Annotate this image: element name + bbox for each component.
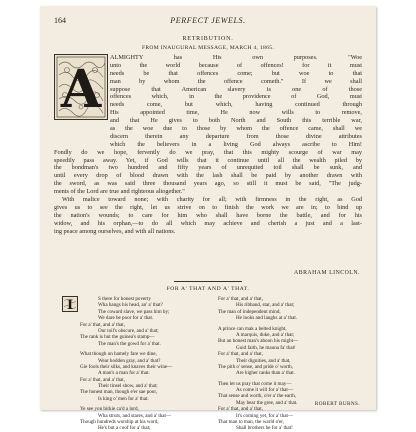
prose-line: and that He gives to both North and South this terrible war, [110,117,362,125]
poem-line: It's coming yet, for a' that— [236,412,294,419]
poem-line: Their tinsel show, and a' that; [98,383,158,390]
poem-line: Ye see yon birkie ca'd a lord, [80,406,139,413]
poem-line: For a' that, and a' that, [218,351,263,358]
prose-line: needs come, but which, having continued through [110,101,362,109]
prose-line: Fondly do we hope, fervently do we pray, that this mighty scourge of war may [54,148,362,156]
divider-rule [174,281,242,282]
poem-line: Is king o' men for a' that. [98,395,149,402]
poem-line: Our toil's obscure, and a' that; [98,327,159,334]
poem-author: ROBERT BURNS. [314,401,360,407]
poem-column-right [218,296,358,432]
prose-line: ing peace among ourselves, and with all nations. [54,227,176,235]
prose-line: needs be that offences come; but woe to that [110,69,362,77]
prose-line: unto the world because of offences! for it must [110,61,362,69]
poem-line: The man's the gowd for a' that. [98,340,161,347]
poem-line: That man to man, the warld o'er, [218,419,285,426]
poem-line: For a' that, and a' that, [80,376,125,383]
poem-line: Their dignities, and a' that, [236,357,291,364]
prose-line: ments of the Lord are true and righteous altogether." [54,188,185,196]
poem-line: A man's a man for a' that. [98,370,150,377]
poem-line: Though hundreds worship at his word, [80,419,159,426]
poem-line: The coward slave, we pass him by; [98,308,170,315]
section-author: ABRAHAM LINCOLN. [294,270,360,276]
poem-line: But an honest man's aboon his might— [218,338,299,345]
prose-line: which the believers in a living God always ascribe to Him! [110,140,362,148]
prose-line: gives us to see the right, let us strive on to finish the work we are in; to bind up [54,203,362,211]
poem-column-left [80,296,220,432]
poem-line: Wha hangs his head, an' a' that? [98,302,163,309]
ornamental-initial-letter [55,55,107,119]
prose-line: widow, and his orphan,—to do all which may achieve and cherish a just and a last- [54,219,362,227]
poem-line: A prince can mak a belted knight, [218,325,287,332]
prose-line: the nation's wounds; to care for him who shall have borne the battle, and for his [54,211,362,219]
poem-line: Guid faith, he mauna fa' that! [236,344,296,351]
poem-line: Wha struts, and stares, and a' that— [98,412,172,419]
page-number: 164 [54,16,66,25]
prose-line: until every drop of blood drawn with the lash shall be paid by another drawn with [54,172,362,180]
prose-line: as the woe due to those by whom the offence came, shall we [110,125,362,133]
prose-line: offences which, in the providence of God, must [110,93,362,101]
running-title: PERFECT JEWELS. [170,16,246,25]
prose-line: the bondman's two hundred and fifty years of unrequited toil shall be sunk, and [54,164,362,172]
poem-line: He looks and laughs at a' that. [236,315,298,322]
ornamental-initial [54,54,108,120]
prose-line: suppose that American slavery is one of those [110,85,362,93]
poem-line: S there for honest poverty [98,296,151,302]
prose-line: the sword, as was said three thousand years ago, so still it must be said, "The judg- [54,180,362,188]
prose-line: ALMIGHTY has His own purposes. "Woe [110,54,362,61]
poem-line: A marquis, duke, and a' that; [236,331,295,338]
prose-line: man by whom the offence cometh." If we shall [110,77,362,85]
poem-line: He's but a coof for a' that; [98,425,151,432]
poem-ornamental-initial [62,296,78,312]
poem-line: For a' that, and a' that, [218,406,263,413]
poem-line: Gie fools their silks, and knaves their wine— [80,363,173,370]
section-subtitle: FROM INAUGURAL MESSAGE, MARCH 4, 1865. [141,45,275,51]
poem-line: What though on hamely fare we dine, [80,351,157,358]
svg-text:A: A [60,59,102,120]
poem-line: Then let us pray that come it may— [218,380,292,387]
book-page [40,6,376,432]
prose-line: With malice toward none; with charity for all; with firmness in the right, as God [62,196,362,204]
svg-text:I: I [66,298,74,313]
poem-line: The man of independent mind, [218,308,281,315]
poem-line: His ribband, star, and a' that; [236,302,295,309]
poem-line: Wear hodden gray, and a' that? [98,357,161,364]
poem-line: Are higher ranks than a' that. [236,370,295,377]
poem-line: The honest man, though e'er sae poor, [80,389,158,396]
section-title: RETRIBUTION. [182,36,234,42]
poem-line: That sense and worth, o'er a' the earth, [218,393,297,400]
prose-line: speedily pass away. Yet, if God wills that it continue until all the wealth piled by [54,156,362,164]
poem-line: For a' that, and a' that, [218,296,263,302]
poem-line: The rank is but the guinea's stamp— [80,334,155,341]
poem-line: As come it will for a' that— [236,387,293,394]
poem-line: May bear the gree, and a' that. [236,399,298,406]
poem-line: The pith o' sense, and pride o' worth, [218,363,293,370]
poem-initial-letter [63,297,77,311]
poem-line: Shall brothers be for a' that! [236,425,293,432]
poem-line: We dare be poor for a' that. [98,315,154,322]
poem-line: For a' that, and a' that, [80,321,125,328]
prose-line: discern therein any departure from those divine attributes [110,132,362,140]
prose-line: His appointed time, He now wills to remove, [110,109,362,117]
poem-title: FOR A' THAT AND A' THAT. [166,286,250,292]
page-header [54,16,362,28]
